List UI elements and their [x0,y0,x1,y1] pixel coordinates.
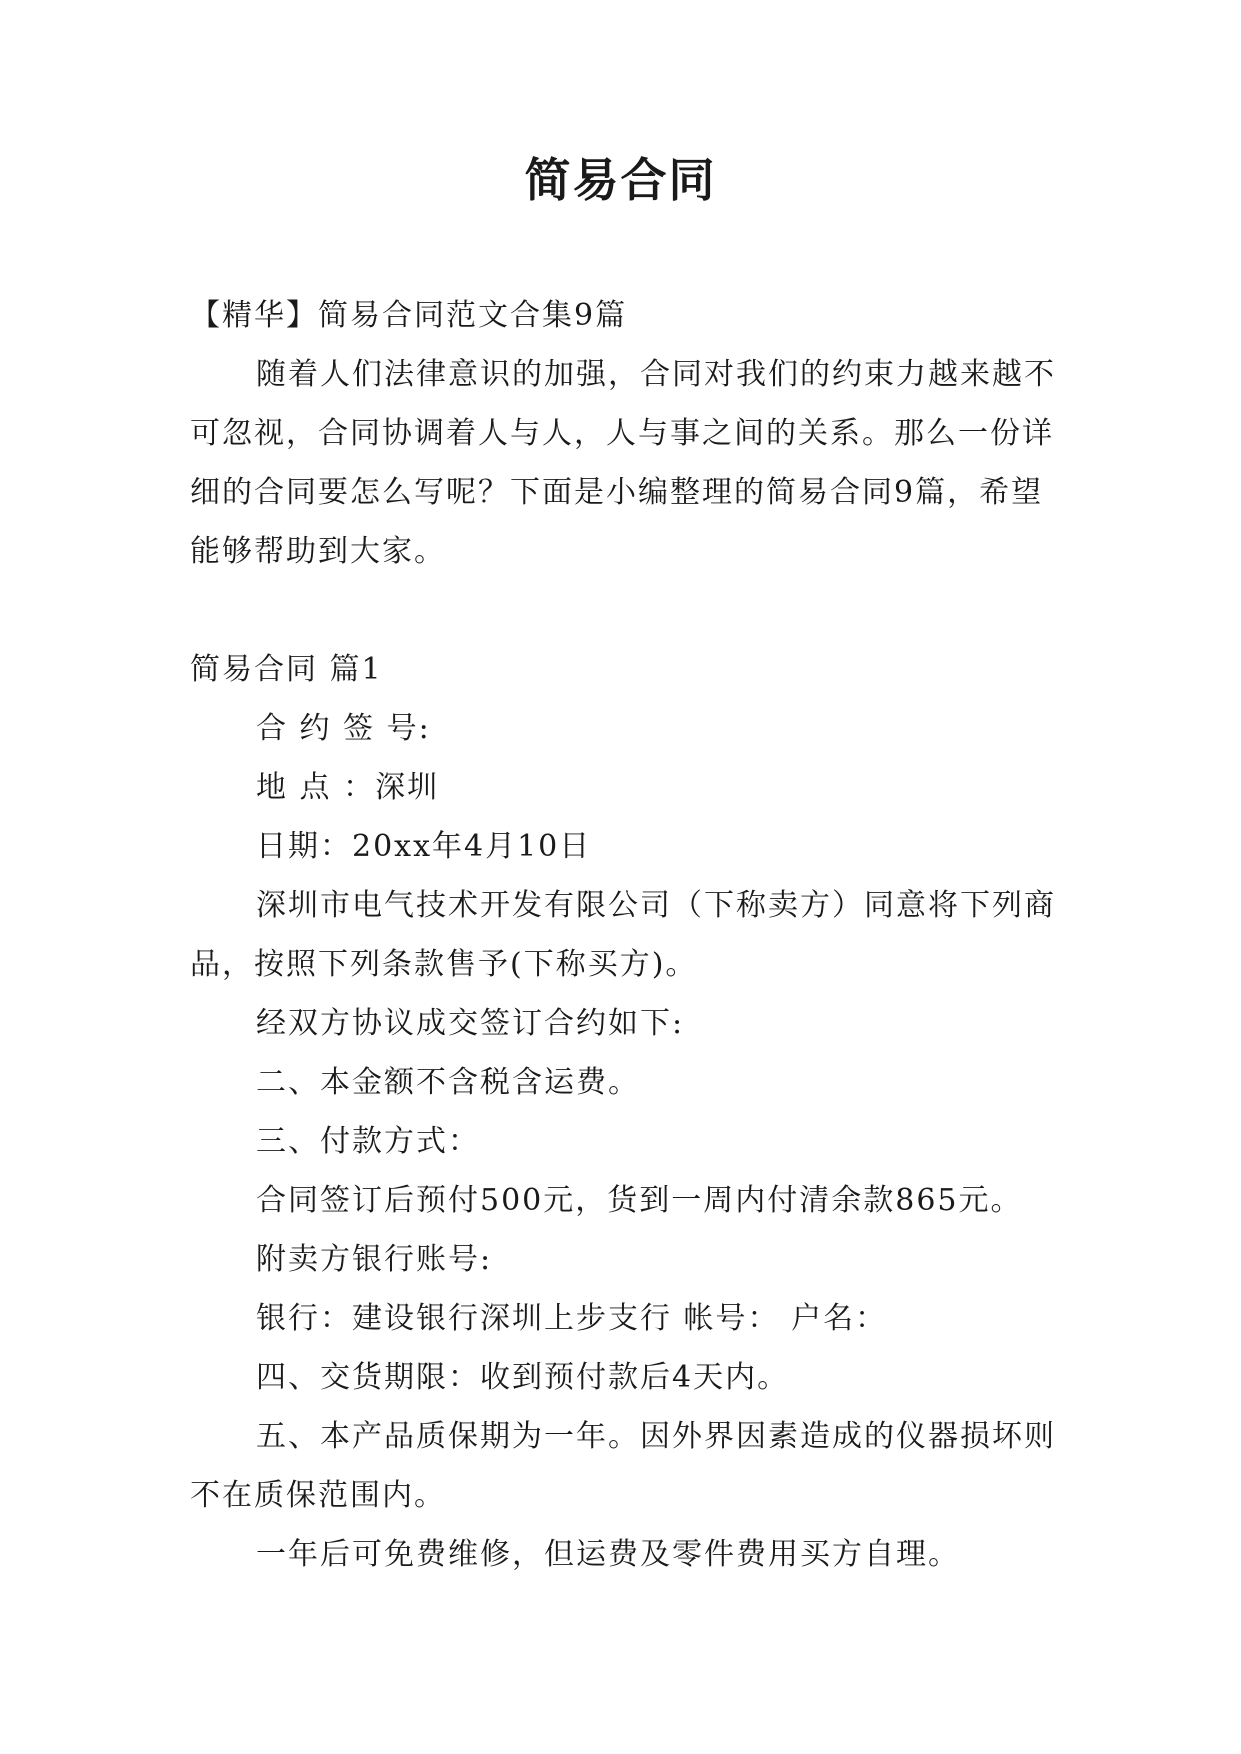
document-subtitle: 【精华】简易合同范文合集9篇 [190,298,628,333]
document-title: 简易合同 [524,153,717,207]
payment-method-heading: 三、付款方式： [256,1124,480,1159]
intro-paragraph: 随着人们法律意识的加强，合同对我们的约束力越来越不可忽视，合同协调着人与人，人与事之间的关系。那么一份详细的合同要怎么写呢？下面是小编整理的简易合同9篇，希望能够帮助到大家。 [190,357,1056,569]
agreement-line: 经双方协议成交签订合约如下: [256,1006,685,1041]
location-line: 地 点 ：深圳 [256,770,440,805]
bank-account-heading: 附卖方银行账号: [256,1242,493,1277]
bank-details: 银行：建设银行深圳上步支行 帐号： 户名： [256,1301,888,1336]
warranty-clause: 五、本产品质保期为一年。因外界因素造成的仪器损坏则不在质保范围内。 [190,1419,1056,1513]
repair-clause: 一年后可免费维修，但运费及零件费用买方自理。 [256,1537,960,1572]
section-heading: 简易合同 篇1 [190,652,383,687]
document-body [190,286,1070,1584]
payment-terms: 合同签订后预付500元，货到一周内付清余款865元。 [256,1183,1023,1218]
date-line: 日期：20xx年4月10日 [256,829,592,864]
contract-number-line: 合 约 签 号: [256,711,431,746]
paragraph-spacer [190,581,1070,640]
amount-clause: 二、本金额不含税含运费。 [256,1065,640,1100]
delivery-clause: 四、交货期限：收到预付款后4天内。 [256,1360,790,1395]
seller-statement: 深圳市电气技术开发有限公司（下称卖方）同意将下列商品，按照下列条款售予(下称买方)。 [190,888,1056,982]
